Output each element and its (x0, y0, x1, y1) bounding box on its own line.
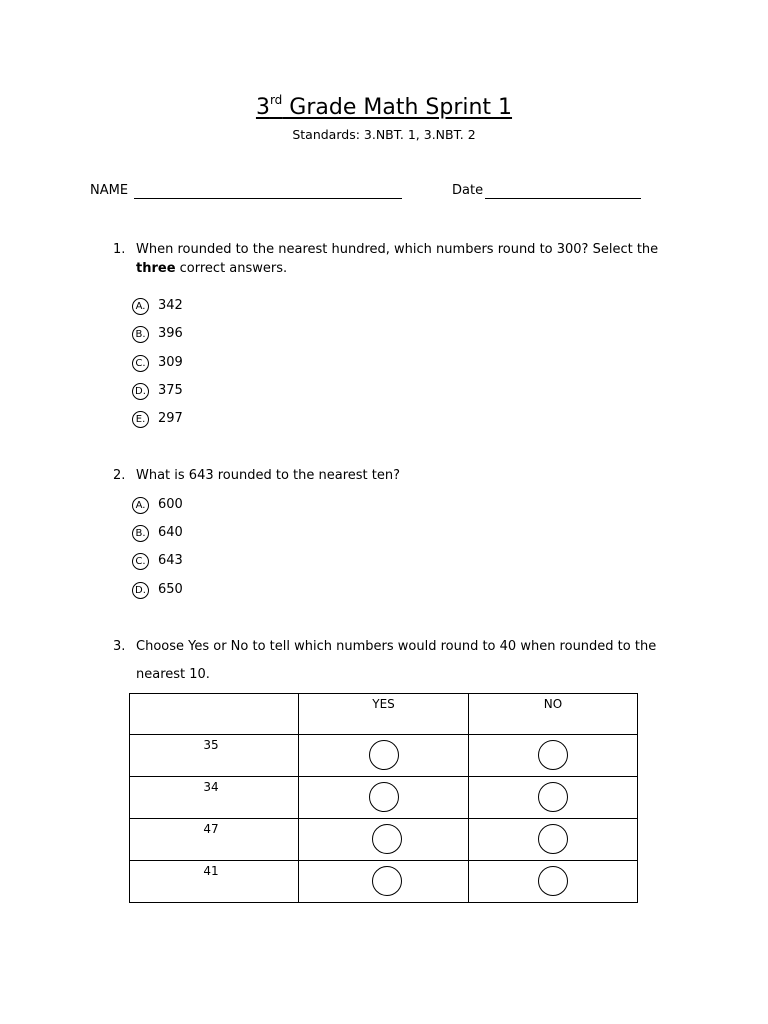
date-label: Date (452, 183, 484, 198)
no-cell (469, 819, 638, 861)
yes-answer-circle[interactable] (369, 740, 399, 770)
option-bubble[interactable]: B. (132, 326, 149, 343)
no-cell (469, 777, 638, 819)
option-value: 396 (158, 326, 183, 341)
table-row (130, 861, 638, 903)
yes-cell (299, 819, 469, 861)
option-bubble[interactable]: A. (132, 497, 149, 514)
no-cell (469, 735, 638, 777)
yes-no-table (129, 693, 638, 903)
option-value: 643 (158, 553, 183, 568)
option-bubble[interactable]: B. (132, 525, 149, 542)
option-bubble[interactable]: A. (132, 298, 149, 315)
option-bubble[interactable]: C. (132, 553, 149, 570)
table-row (130, 735, 638, 777)
row-number: 34 (203, 780, 219, 794)
yes-answer-circle[interactable] (372, 824, 402, 854)
yes-answer-circle[interactable] (369, 782, 399, 812)
table-header-row (130, 694, 638, 735)
option-value: 342 (158, 298, 183, 313)
table-row (130, 777, 638, 819)
option-value: 650 (158, 582, 183, 597)
no-answer-circle[interactable] (538, 824, 568, 854)
option-value: 640 (158, 525, 183, 540)
option-value: 375 (158, 383, 183, 398)
row-number-cell (130, 819, 299, 861)
name-field[interactable] (134, 198, 402, 199)
option-bubble[interactable]: D. (132, 383, 149, 400)
question-text-line-1: Choose Yes or No to tell which numbers would round to 40 when rounded to the (136, 639, 657, 654)
question-text: What is 643 rounded to the nearest ten? (136, 468, 401, 483)
option-value: 309 (158, 355, 183, 370)
table-row (130, 819, 638, 861)
row-number: 35 (203, 738, 219, 752)
row-number-cell (130, 861, 299, 903)
no-answer-circle[interactable] (538, 866, 568, 896)
row-number-cell (130, 735, 299, 777)
option-value: 297 (158, 411, 183, 426)
table-header-yes: YES (299, 694, 469, 735)
page-title: 3rd Grade Math Sprint 1 (255, 93, 513, 120)
option-bubble[interactable]: D. (132, 582, 149, 599)
option-bubble[interactable]: E. (132, 411, 149, 428)
table-header-no: NO (469, 694, 638, 735)
question-number: 3. (113, 639, 126, 654)
yes-answer-circle[interactable] (372, 866, 402, 896)
question-text-line-2: nearest 10. (136, 667, 210, 682)
option-value: 600 (158, 497, 183, 512)
row-number: 41 (203, 864, 219, 878)
question-number: 1. (113, 242, 126, 257)
table-header-blank (130, 694, 299, 735)
yes-cell (299, 735, 469, 777)
row-number-cell (130, 777, 299, 819)
date-field[interactable] (485, 198, 641, 199)
no-answer-circle[interactable] (538, 740, 568, 770)
option-bubble[interactable]: C. (132, 355, 149, 372)
standards-subtitle: Standards: 3.NBT. 1, 3.NBT. 2 (292, 127, 476, 142)
row-number: 47 (203, 822, 219, 836)
no-cell (469, 861, 638, 903)
question-number: 2. (113, 468, 126, 483)
name-label: NAME (90, 183, 129, 198)
question-text: When rounded to the nearest hundred, which numbers round to 300? Select the three correct answers. (136, 242, 659, 276)
yes-cell (299, 861, 469, 903)
yes-cell (299, 777, 469, 819)
no-answer-circle[interactable] (538, 782, 568, 812)
